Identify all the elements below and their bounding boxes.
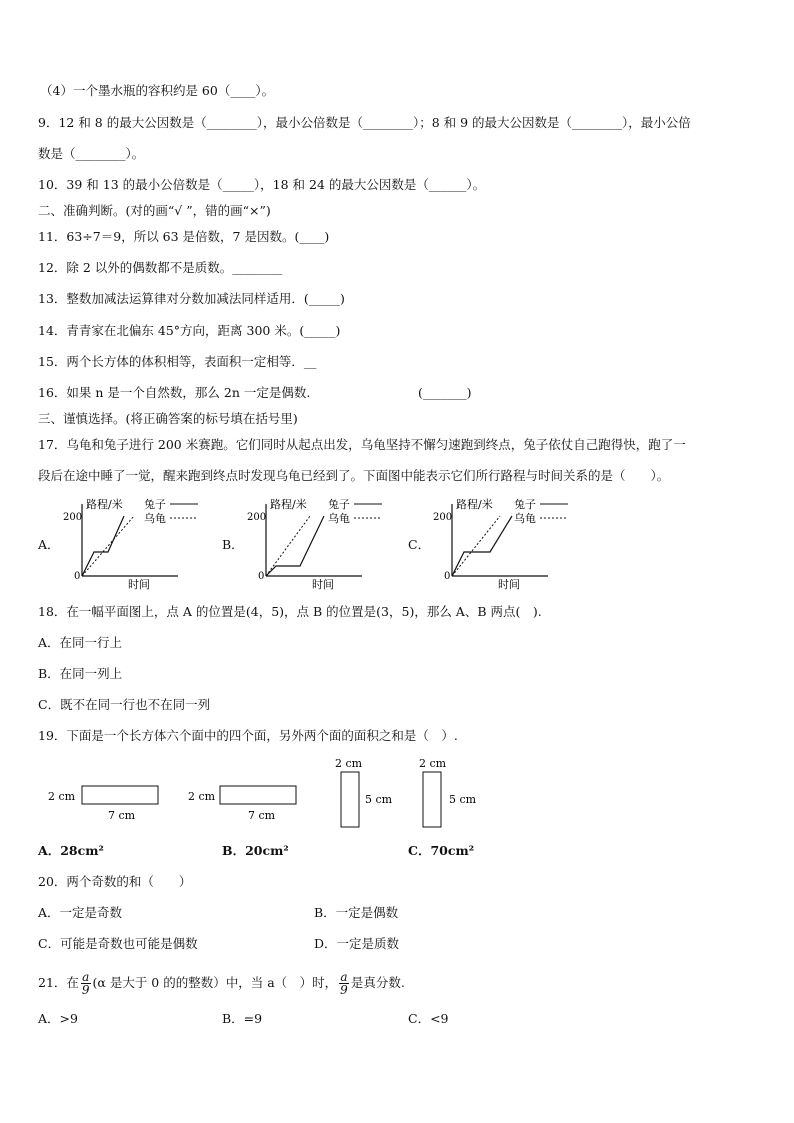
- question-18-option-b: B．在同一列上: [38, 666, 123, 681]
- x-axis-label: 时间: [498, 578, 520, 591]
- rect1-long-label: 7 cm: [108, 809, 136, 822]
- question-21-option-a: A．>9: [38, 1011, 78, 1026]
- legend-tortoise: 乌龟: [328, 512, 350, 525]
- q8-item4: （4）一个墨水瓶的容积约是 60（____）。: [40, 83, 275, 98]
- question-18-option-c: C．既不在同一行也不在同一列: [38, 697, 211, 712]
- legend-tortoise: 乌龟: [144, 512, 166, 525]
- question-20: 20．两个奇数的和（ ）: [38, 874, 192, 889]
- legend-rabbit: 兔子: [144, 498, 166, 511]
- origin-label: 0: [74, 571, 81, 582]
- question-16-blank: (_______): [418, 385, 472, 400]
- y-tick-200: 200: [63, 512, 83, 523]
- section-2-heading: 二、准确判断。(对的画“√ ”，错的画“×”): [38, 203, 271, 218]
- fraction-a-over-9: [339, 971, 349, 996]
- question-17-line1: 17．乌龟和兔子进行 200 米赛跑。它们同时从起点出发，乌龟坚持不懈匀速跑到终点，兔子依仗自己跑得快，跑了一: [38, 437, 686, 452]
- q21-prefix: 21．在: [38, 975, 79, 990]
- x-axis-label: 时间: [128, 578, 150, 591]
- option-b-label: B．: [222, 537, 244, 552]
- question-20-option-a: A．一定是奇数: [38, 905, 123, 920]
- graph-a: [60, 494, 210, 594]
- question-19-faces: [40, 755, 480, 835]
- denominator: 9: [81, 983, 90, 997]
- question-18: 18．在一幅平面图上，点 A 的位置是(4，5)，点 B 的位置是(3，5)，那么 A、B 两点( ).: [38, 604, 542, 619]
- q21-suffix: 是真分数.: [350, 975, 405, 990]
- question-19-option-a: A．28cm²: [38, 843, 104, 858]
- question-19: 19．下面是一个长方体六个面中的四个面，另外两个面的面积之和是（ ）.: [38, 728, 458, 743]
- face-rect-3: [341, 772, 359, 827]
- section-3-heading: 三、谨慎选择。(将正确答案的标号填在括号里): [38, 411, 298, 426]
- question-21: [38, 966, 405, 1000]
- rabbit-line: [452, 516, 512, 576]
- question-13: 13．整数加减法运算律对分数加减法同样适用．(_____): [38, 291, 345, 306]
- legend-tortoise: 乌龟: [514, 512, 536, 525]
- origin-label: 0: [258, 571, 265, 582]
- origin-label: 0: [444, 571, 451, 582]
- y-tick-200: 200: [247, 512, 267, 523]
- y-axis-label: 路程/米: [86, 498, 123, 511]
- rabbit-line: [82, 516, 124, 576]
- legend-rabbit: 兔子: [328, 498, 350, 511]
- numerator: a: [82, 970, 90, 984]
- question-19-option-c: C．70cm²: [408, 843, 475, 858]
- rect4-height-label: 5 cm: [449, 793, 477, 806]
- rabbit-line: [266, 516, 324, 576]
- tortoise-line: [82, 516, 134, 576]
- question-11: 11．63÷7＝9，所以 63 是倍数，7 是因数。(____): [38, 229, 330, 244]
- rect3-height-label: 5 cm: [365, 793, 393, 806]
- y-tick-200: 200: [433, 512, 453, 523]
- face-rect-1: [82, 786, 158, 804]
- option-a-label: A．: [38, 537, 60, 552]
- q21-middle: (α 是大于 0 的的整数）中，当 a（ ）时，: [92, 975, 338, 990]
- question-9-line2: 数是（________）。: [38, 146, 145, 161]
- graph-c: [430, 494, 580, 594]
- question-12: 12．除 2 以外的偶数都不是质数。________: [38, 260, 283, 275]
- x-axis-label: 时间: [312, 578, 334, 591]
- fraction-a-over-9: [81, 971, 91, 996]
- question-9-line1: 9．12 和 8 的最大公因数是（________），最小公倍数是（________）；8 和 9 的最大公因数是（________），最小公倍: [38, 115, 691, 130]
- question-21-option-b: B．=9: [222, 1011, 263, 1026]
- graph-b: [244, 494, 394, 594]
- legend-rabbit: 兔子: [514, 498, 536, 511]
- face-rect-2: [220, 786, 296, 804]
- question-18-option-a: A．在同一行上: [38, 635, 123, 650]
- tortoise-line: [266, 516, 310, 576]
- question-20-option-d: D．一定是质数: [314, 936, 400, 951]
- question-17-line2: 段后在途中睡了一觉，醒来跑到终点时发现乌龟已经到了。下面图中能表示它们所行路程与时间关系的是（ ）。: [38, 468, 670, 483]
- numerator: a: [340, 970, 348, 984]
- option-c-label: C．: [408, 537, 431, 552]
- question-20-option-b: B．一定是偶数: [314, 905, 399, 920]
- y-axis-label: 路程/米: [270, 498, 307, 511]
- rect2-long-label: 7 cm: [248, 809, 276, 822]
- question-16: 16．如果 n 是一个自然数，那么 2n 一定是偶数.: [38, 385, 311, 400]
- question-21-option-c: C．<9: [408, 1011, 449, 1026]
- rect4-short-label: 2 cm: [419, 757, 447, 770]
- tortoise-line: [452, 516, 500, 576]
- face-rect-4: [423, 772, 441, 827]
- rect2-short-label: 2 cm: [188, 790, 216, 803]
- question-20-option-c: C．可能是奇数也可能是偶数: [38, 936, 198, 951]
- denominator: 9: [340, 983, 348, 997]
- question-10: 10．39 和 13 的最小公倍数是（_____），18 和 24 的最大公因数是（______）。: [38, 177, 486, 192]
- rect3-short-label: 2 cm: [335, 757, 363, 770]
- question-19-option-b: B．20cm²: [222, 843, 289, 858]
- question-15: 15．两个长方体的体积相等，表面积一定相等．__: [38, 354, 317, 369]
- y-axis-label: 路程/米: [456, 498, 493, 511]
- rect1-short-label: 2 cm: [48, 790, 76, 803]
- question-14: 14．青青家在北偏东 45°方向，距离 300 米。(_____): [38, 323, 341, 338]
